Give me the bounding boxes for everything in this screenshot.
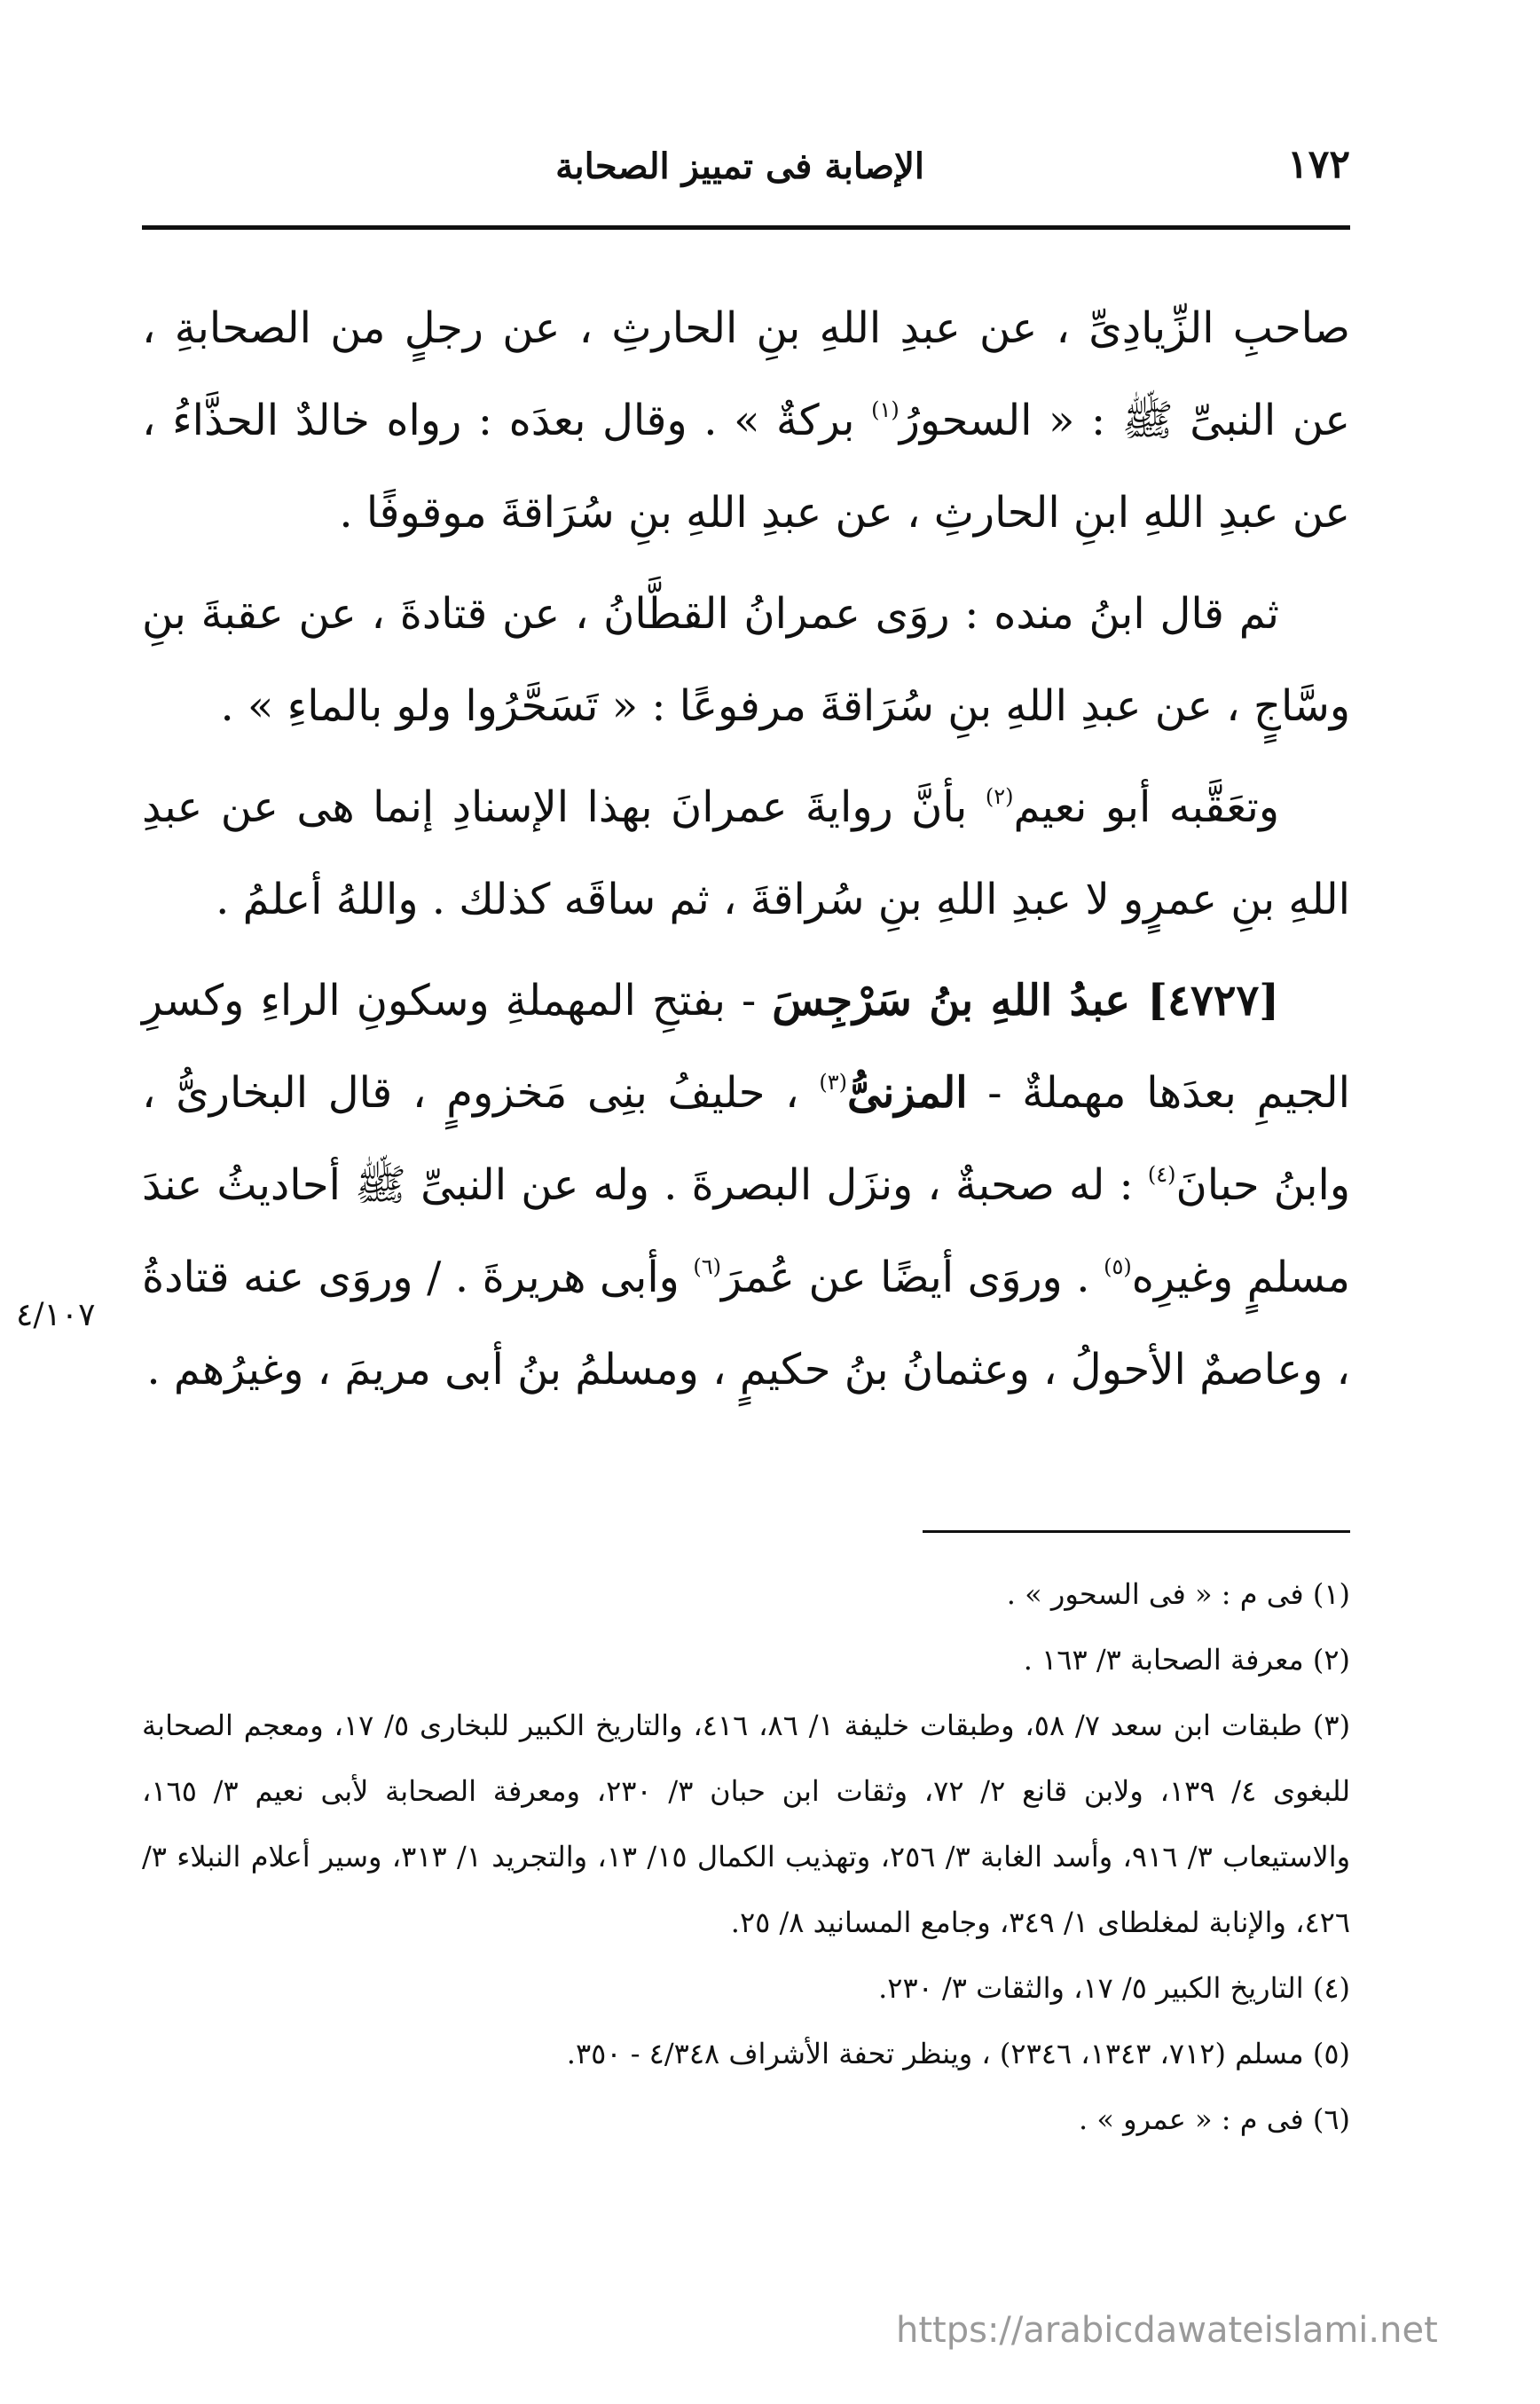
header-rule bbox=[142, 225, 1350, 230]
footnote-ref-2: (٢) bbox=[985, 784, 1014, 809]
footnote-4: (٤) التاريخ الكبير ٥/ ١٧، والثقات ٣/ ٢٣٠. bbox=[878, 1971, 1350, 2005]
paragraph-4-entry: [٤٧٢٧] عبدُ اللهِ بنُ سَرْجِسَ - بفتحِ المهملةِ وسكونِ الراءِ وكسرِ الجيمِ بعدَها مهملةٌ - المزنىُّ$^{(٣)}$ ، حليفُ بنِى مَخزومٍ ، قال البخارىُّ ، وابنُ حبانَ$^{(٤)}$ : له صحبةٌ ، ونزَل البصرةَ . وله عن النبىِّ ﷺ أحاديثُ عندَ مسلمٍ وغيرِه$^{(٥)}$ . وروَى أيضًا عن عُمرَ$^{(٦)}$ وأبى هريرةَ . / وروَى عنه قتادةُ ، وعاصمٌ الأحولُ ، وعثمانُ بنُ حكيمٍ ، ومسلمُ بنُ أبى مريمَ ، وغيرُهم . bbox=[142, 976, 1351, 1394]
paragraph-3: وتعَقَّبه أبو نعيم$^{(٢)}$ بأنَّ روايةَ عمرانَ بهذا الإسنادِ إنما هى عن عبدِ اللهِ بنِ عمرٍو لا عبدِ اللهِ بنِ سُراقةَ ، ثم ساقَه كذلك . واللهُ أعلمُ . bbox=[142, 782, 1350, 924]
page-number: ١٧٢ bbox=[1287, 142, 1350, 187]
footnote-ref-4: (٤) bbox=[1147, 1162, 1176, 1187]
paragraph-1: صاحبِ الزِّيادِىِّ ، عن عبدِ اللهِ بنِ الحارثِ ، عن رجلٍ من الصحابةِ ، عن النبىِّ ﷺ : « السحورُ$^{(١)}$ بركةٌ » . وقال بعدَه : رواه خالدٌ الحذَّاءُ ، عن عبدِ اللهِ ابنِ الحارثِ ، عن عبدِ اللهِ بنِ سُرَاقةَ موقوفًا . bbox=[142, 303, 1351, 538]
footnote-rule bbox=[923, 1530, 1350, 1533]
footnote-ref-3: (٣) bbox=[819, 1070, 847, 1095]
running-title: الإصابة فى تمييز الصحابة bbox=[555, 145, 924, 187]
footnote-5: (٥) مسلم (٧١٢، ١٣٤٣، ٢٣٤٦) ، وينظر تحفة الأشراف ٤/٣٤٨ - ٣٥٠. bbox=[566, 2037, 1350, 2070]
footnote-ref-6: (٦) bbox=[693, 1254, 722, 1279]
footnote-6: (٦) فى م : « عمرو » . bbox=[1079, 2102, 1350, 2136]
footnotes bbox=[142, 1561, 1350, 2152]
entry-heading: [٤٧٢٧] عبدُ اللهِ بنُ سَرْجِسَ bbox=[772, 976, 1279, 1025]
footnote-ref-1: (١) bbox=[871, 397, 900, 422]
footnote-1: (١) فى م : « فى السحور » . bbox=[1006, 1577, 1350, 1611]
main-text bbox=[142, 282, 1350, 1425]
footnote-2: (٢) معرفة الصحابة ٣/ ١٦٣ . bbox=[1023, 1643, 1350, 1677]
entry-nisba: المزنىُّ bbox=[847, 1068, 968, 1118]
watermark-url: https://arabicdawateislami.net bbox=[896, 2310, 1438, 2351]
margin-volume-page-ref: ٤/١٠٧ bbox=[16, 1297, 96, 1333]
footnote-3: (٣) طبقات ابن سعد ٧/ ٥٨، وطبقات خليفة ١/ ٨٦، ٤١٦، والتاريخ الكبير للبخارى ٥/ ١٧، ومعجم الصحابة للبغوى ٤/ ١٣٩، ولابن قانع ٢/ ٧٢، وثقات ابن حبان ٣/ ٢٣٠، ومعرفة الصحابة لأبى نعيم ٣/ ١٦٥، والاستيعاب ٣/ ٩١٦، وأسد الغابة ٣/ ٢٥٦، وتهذيب الكمال ١٥/ ١٣، والتجريد ١/ ٣١٣، وسير أعلام النبلاء ٣/ ٤٢٦، والإنابة لمغلطاى ١/ ٣٤٩، وجامع المسانيد ٨/ ٢٥. bbox=[142, 1709, 1351, 1939]
page-header bbox=[142, 142, 1350, 204]
paragraph-2: ثم قال ابنُ منده : روَى عمرانُ القطَّانُ ، عن قتادةَ ، عن عقبةَ بنِ وسَّاجٍ ، عن عبدِ اللهِ بنِ سُرَاقةَ مرفوعًا : « تَسَحَّرُوا ولو بالماءِ » . bbox=[142, 589, 1350, 731]
footnote-ref-5: (٥) bbox=[1104, 1254, 1132, 1279]
